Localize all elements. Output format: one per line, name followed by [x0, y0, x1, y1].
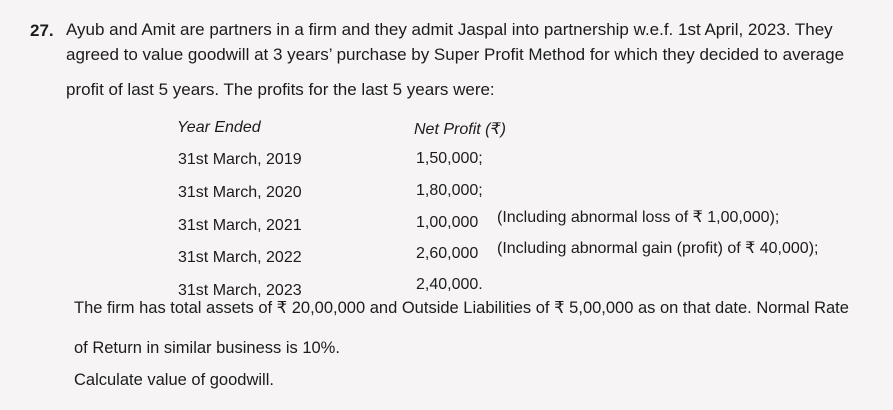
table-row-profit: 1,50,000;	[416, 150, 483, 167]
table-row-year: 31st March, 2022	[178, 249, 302, 266]
closing-line-3: Calculate value of goodwill.	[74, 371, 274, 389]
table-row-note: (Including abnormal loss of ₹ 1,00,000);	[497, 209, 780, 226]
table-row-profit: 1,80,000;	[416, 182, 483, 199]
table-row-profit: 2,40,000.	[416, 276, 483, 293]
intro-line-1: Ayub and Amit are partners in a firm and they admit Jaspal into partnership w.e.f. 1st April, 2023. They	[66, 20, 833, 39]
closing-line-2: of Return in similar business is 10%.	[74, 339, 340, 357]
table-header-year: Year Ended	[177, 119, 261, 136]
intro-line-2: agreed to value goodwill at 3 years’ purchase by Super Profit Method for which they decided to average	[66, 45, 845, 64]
intro-line-3: profit of last 5 years. The profits for the last 5 years were:	[66, 80, 495, 99]
table-row-year: 31st March, 2023	[178, 282, 302, 299]
table-row-year: 31st March, 2021	[178, 217, 302, 234]
table-row-profit: 1,00,000	[416, 214, 479, 231]
question-number: 27.	[30, 21, 54, 40]
table-row-year: 31st March, 2019	[178, 151, 302, 168]
table-row-profit: 2,60,000	[416, 245, 479, 262]
table-row-year: 31st March, 2020	[178, 184, 302, 201]
table-row-note: (Including abnormal gain (profit) of ₹ 40,000);	[497, 240, 819, 257]
closing-line-1: The firm has total assets of ₹ 20,00,000 and Outside Liabilities of ₹ 5,00,000 as on that date. Normal Rate	[74, 299, 849, 317]
table-header-profit: Net Profit (₹)	[414, 121, 506, 138]
